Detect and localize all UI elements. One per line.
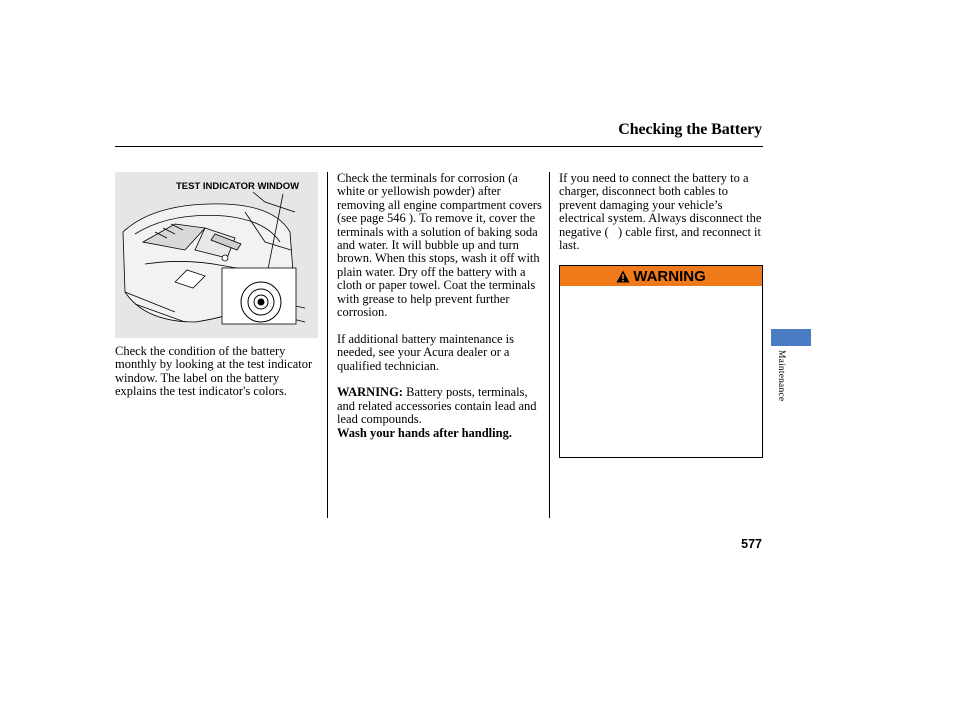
maintenance-paragraph: If additional battery maintenance is needed, see your Acura dealer or a qualified technician. <box>337 331 515 373</box>
corrosion-paragraph: Check the terminals for corrosion (a white or yellowish powder) after removing all engine compartment covers (see page 546 ). To remove it, cover the terminals with a solution of baking soda and water. It will bubble up and turn brown. When this stops, wash it off with plain water. Dry off the battery with a cloth or paper towel. Coat the terminals with grease to help prevent further corrosion. <box>337 171 542 320</box>
page-number: 577 <box>741 537 762 551</box>
battery-illustration <box>115 172 318 338</box>
warning-label: WARNING <box>633 267 706 285</box>
charger-paragraph: If you need to connect the battery to a charger, disconnect both cables to prevent damaging your vehicle’s electrical system. Always disconnect the negative ( ) cable first, and reconnect it last. <box>559 171 762 253</box>
page-title: Checking the Battery <box>618 121 762 138</box>
warning-triangle-icon <box>616 270 630 283</box>
lead-warning-label: WARNING: <box>337 385 403 400</box>
warning-box <box>559 265 763 458</box>
warning-header <box>560 266 762 286</box>
lead-warning-paragraph <box>337 386 543 440</box>
condition-paragraph: Check the condition of the battery monthly by looking at the test indicator window. The label on the battery explains the test indicator's colors. <box>115 344 313 399</box>
figure-caption: TEST INDICATOR WINDOW <box>176 181 300 192</box>
column-divider <box>327 172 328 518</box>
column-1 <box>115 345 315 412</box>
section-tab <box>771 329 811 346</box>
lead-warning-emphasis: Wash your hands after handling. <box>337 425 512 440</box>
section-label: Maintenance <box>776 350 786 402</box>
column-divider <box>549 172 550 518</box>
lead-warning-text: Battery posts, terminals, and related accessories contain lead and lead compounds. <box>337 385 537 427</box>
column-2 <box>337 172 543 453</box>
title-rule <box>115 146 763 147</box>
column-3 <box>559 172 764 266</box>
